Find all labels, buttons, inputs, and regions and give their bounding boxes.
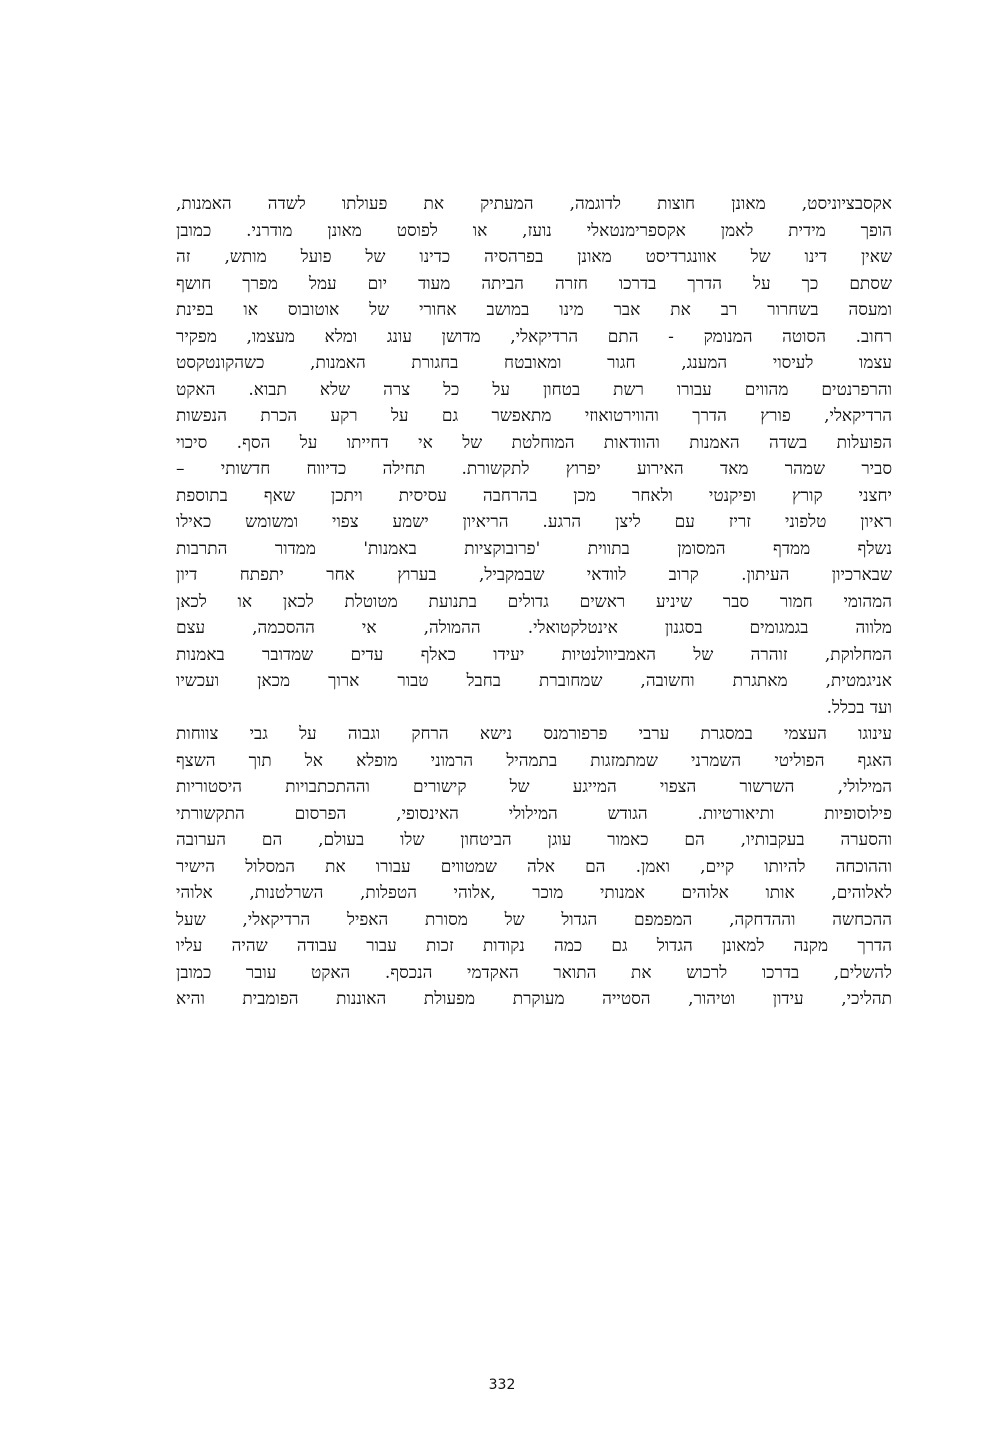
text-line: ומעסה בשחרור רב את אבר מינו במושב אחורי של אוטובוס או בפינת <box>176 300 892 320</box>
text-line: המחלוקת, זוהרה של האמביוולנטיות יעידו כאלף עדים שמדובר באמנות <box>176 644 892 665</box>
text-line: והרפרנטים מהווים עבורו רשת בטחון על כל צרה שלא תבוא. האקט <box>176 379 892 400</box>
text-line: שבארכיון העיתון. קרוב לוודאי שבמקביל, בערוץ אחר יתפתח דיון <box>176 565 892 585</box>
text-line: ההכחשה וההדחקה, המפמפם הגדול של מסורת האפיל הרדיקאלי, שעל <box>176 909 892 930</box>
text-line: מלווה בגמגומים בסגנון אינטלקטואלי. ההמולה, אי ההסכמה, עצם <box>176 618 892 638</box>
text-line: הדרך מקנה למאונן הגדול גם כמה נקודות זכות עבור עבודה שהיה עליו <box>176 936 892 956</box>
paragraph-1 <box>176 191 892 721</box>
text-line: עינוגו העצמי במסגרת ערבי פרפורמנס נישא הרחק וגבוה על גבי צווחות <box>176 724 892 744</box>
text-line: פילוסופיות ותיאורטיות. הגודש המילולי האינסופי, הפרסום התקשורתי <box>176 803 892 824</box>
text-line: שסתם כך על הדרך בדרכו חזרה הביתה מעוד יום עמל מפרך חושף <box>176 273 892 294</box>
text-line: להשלים, בדרכו לרכוש את התואר האקדמי הנכסף. האקט עובר כמובן <box>176 962 892 983</box>
text-line: הופך מידית לאמן אקספרימנטאלי נועז, או לפוסט מאונן מודרני. כמובן <box>176 220 892 241</box>
text-line: אניגמטית, מאתגרת וחשובה, שמחוברת בחבל טבור ארוך מכאן ועכשיו <box>176 671 892 691</box>
text-line: סביר שמהר מאד האירוע יפרוץ לתקשורת. תחילה כדיווח חדשותי – <box>176 459 892 479</box>
text-line: המהומי חמור סבר שיניע ראשים גדולים בתנועת מטוטלת לכאן או לכאן <box>176 591 892 612</box>
body-text <box>176 191 892 1013</box>
text-line: הפועלות בשדה האמנות והוודאות המוחלטת של אי דחייתו על הסף. סיכוי <box>176 432 892 453</box>
text-line: האגף הפוליטי השמרני שמתמזגות בתמהיל הרמוני מופלא אל תוך השצף <box>176 750 892 771</box>
text-line: יחצני קורץ ופיקנטי ולאחר מכן בהרחבה עסיסית ויתכן שאף בתוספת <box>176 485 892 506</box>
text-line: המילולי, השרשור הצפוי המייגע של קישורים וההתכתבויות היסטוריות <box>176 777 892 797</box>
page-number: 332 <box>488 1377 516 1393</box>
text-line: הרדיקאלי, פורץ הדרך והווירטואוזי מתאפשר גם על רקע הכרת הנפשות <box>176 406 892 426</box>
text-line: תהליכי, עידון וטיהור, הסטייה מעוקרת מפעולת האוננות הפומבית והיא <box>176 989 892 1009</box>
text-line: וההוכחה להיותו קיים, ואמן. הם אלה שמטווים עבורו את המסלול הישיר <box>176 856 892 877</box>
text-line: עצמו לעיסוי המענג, חגור ומאובטח בחגורת האמנות, כשהקונטקסט <box>176 353 892 373</box>
text-line: רחוב. הסוטה המנומק - התם הרדיקאלי, מדושן עונג ומלא מעצמו, מפקיר <box>176 326 892 347</box>
text-line: והסערה בעקבותיו, הם כאמור עוגן הביטחון שלו בעולם, הם הערובה <box>176 830 892 850</box>
text-line: שאין דינו של אוונגרדיסט מאונן בפרהסיה כדינו של פועל מותש, זה <box>176 247 892 267</box>
text-line: נשלף ממדף המסומן בתווית 'פרובוקציות באמנות' ממדור התרבות <box>176 538 892 559</box>
paragraph-2 <box>176 721 892 1013</box>
text-line: לאלוהים, אותו אלוהים אמנותי מוכר ,אלוהי הטפלות, השרלטנות, אלוהי <box>176 883 892 903</box>
text-line: ראיון טלפוני זריז עם ליצן הרגע. הריאיון ישמע צפוי ומשומש כאילו <box>176 512 892 532</box>
text-line: ועד בכלל. <box>826 697 892 718</box>
text-line: אקסבציוניסט, מאונן חוצות לדוגמה, המעתיק את פעולתו לשדה האמנות, <box>176 194 892 214</box>
